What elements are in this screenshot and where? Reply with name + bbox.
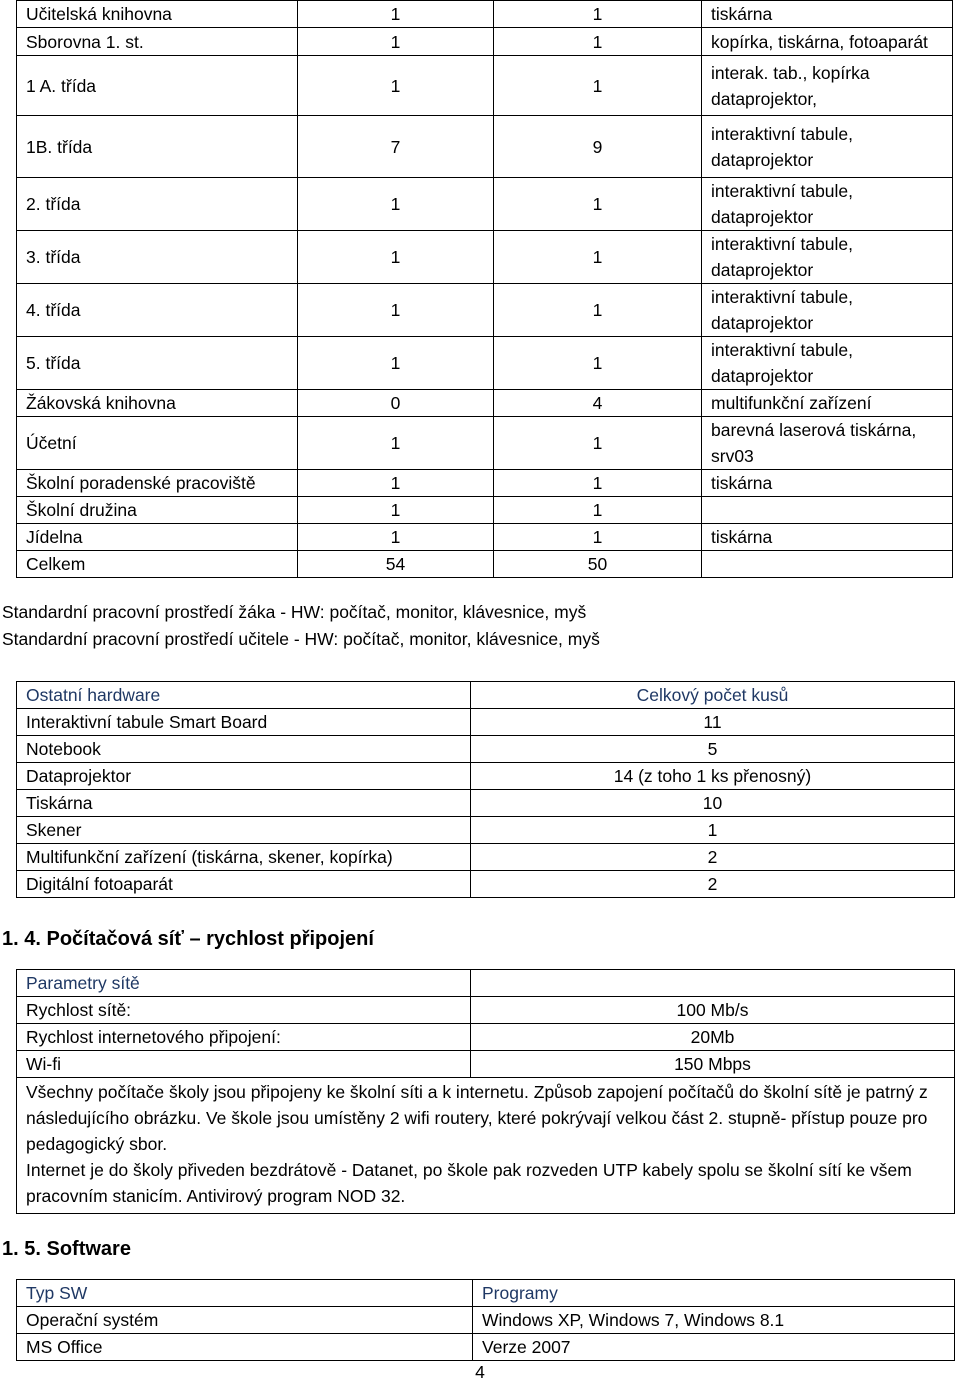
equipment-count-a: 1 (298, 1, 494, 28)
equipment-room: 4. třída (17, 284, 298, 337)
equipment-devices: kopírka, tiskárna, fotoaparát (702, 28, 953, 56)
equipment-count-a: 1 (298, 417, 494, 470)
equipment-devices: tiskárna (702, 1, 953, 28)
equipment-count-b: 9 (494, 116, 702, 178)
teacher-environment-text: Standardní pracovní prostředí učitele - HW: počítač, monitor, klávesnice, myš (2, 629, 600, 649)
equipment-devices: interak. tab., kopírka dataprojektor, (702, 56, 953, 116)
hardware-name: Interaktivní tabule Smart Board (17, 709, 471, 736)
equipment-count-b: 1 (494, 178, 702, 231)
network-row (17, 997, 955, 1024)
equipment-count-a: 1 (298, 337, 494, 390)
equipment-devices: tiskárna (702, 470, 953, 497)
equipment-devices: interaktivní tabule, dataprojektor (702, 116, 953, 178)
equipment-count-b: 1 (494, 497, 702, 524)
page-number: 4 (475, 1362, 485, 1382)
pupil-environment-text: Standardní pracovní prostředí žáka - HW: počítač, monitor, klávesnice, myš (2, 602, 587, 622)
equipment-count-b: 1 (494, 28, 702, 56)
equipment-room: 2. třída (17, 178, 298, 231)
equipment-count-b: 1 (494, 1, 702, 28)
equipment-count-a: 0 (298, 390, 494, 417)
equipment-count-a: 1 (298, 178, 494, 231)
software-row (17, 1307, 955, 1334)
equipment-room: Účetní (17, 417, 298, 470)
equipment-count-b: 1 (494, 337, 702, 390)
equipment-row (17, 390, 953, 417)
hardware-row (17, 763, 955, 790)
equipment-count-a: 1 (298, 470, 494, 497)
equipment-devices: interaktivní tabule, dataprojektor (702, 337, 953, 390)
hardware-row (17, 736, 955, 763)
software-header-row (17, 1280, 955, 1307)
hardware-row (17, 709, 955, 736)
equipment-row (17, 524, 953, 551)
equipment-count-a: 1 (298, 56, 494, 116)
equipment-count-b: 1 (494, 524, 702, 551)
software-table (16, 1279, 955, 1361)
equipment-count-b: 1 (494, 417, 702, 470)
software-row (17, 1334, 955, 1361)
equipment-row (17, 116, 953, 178)
equipment-room: 1B. třída (17, 116, 298, 178)
software-header-type: Typ SW (17, 1280, 473, 1307)
hardware-count: 14 (z toho 1 ks přenosný) (471, 763, 955, 790)
network-note-paragraph-1: Všechny počítače školy jsou připojeny ke školní síti a k internetu. Způsob zapojení počítačů do školní sítě je patrný z následujícího obrázku. Ve škole jsou umístěny 2 wifi routery, které pokrývají velkou část 2. stupně- přístup pouze pro pedagogický sbor. (26, 1082, 928, 1154)
equipment-count-b: 1 (494, 56, 702, 116)
equipment-devices: interaktivní tabule, dataprojektor (702, 231, 953, 284)
equipment-room: Sborovna 1. st. (17, 28, 298, 56)
hardware-count: 11 (471, 709, 955, 736)
equipment-count-a: 1 (298, 524, 494, 551)
equipment-room: Žákovská knihovna (17, 390, 298, 417)
network-header-empty (471, 970, 955, 997)
hardware-row (17, 817, 955, 844)
equipment-count-a: 54 (298, 551, 494, 578)
network-row (17, 1024, 955, 1051)
equipment-row (17, 337, 953, 390)
equipment-row (17, 284, 953, 337)
network-param-name: Rychlost internetového připojení: (17, 1024, 471, 1051)
equipment-row (17, 470, 953, 497)
equipment-row (17, 417, 953, 470)
hardware-count: 2 (471, 844, 955, 871)
equipment-devices (702, 551, 953, 578)
equipment-devices: tiskárna (702, 524, 953, 551)
equipment-count-b: 50 (494, 551, 702, 578)
network-note-row (17, 1078, 955, 1214)
equipment-devices (702, 497, 953, 524)
equipment-count-b: 4 (494, 390, 702, 417)
equipment-count-a: 7 (298, 116, 494, 178)
software-header-programs: Programy (473, 1280, 955, 1307)
equipment-row (17, 497, 953, 524)
equipment-count-a: 1 (298, 284, 494, 337)
equipment-room: Učitelská knihovna (17, 1, 298, 28)
network-header-row (17, 970, 955, 997)
equipment-count-b: 1 (494, 284, 702, 337)
equipment-table (16, 0, 953, 578)
hardware-count: 1 (471, 817, 955, 844)
hardware-header-name: Ostatní hardware (17, 682, 471, 709)
software-type: MS Office (17, 1334, 473, 1361)
software-programs: Windows XP, Windows 7, Windows 8.1 (473, 1307, 955, 1334)
equipment-row (17, 231, 953, 284)
equipment-devices: barevná laserová tiskárna, srv03 (702, 417, 953, 470)
software-type: Operační systém (17, 1307, 473, 1334)
hardware-row (17, 790, 955, 817)
equipment-row (17, 56, 953, 116)
hardware-name: Skener (17, 817, 471, 844)
network-param-name: Rychlost sítě: (17, 997, 471, 1024)
equipment-room: Školní poradenské pracoviště (17, 470, 298, 497)
equipment-count-b: 1 (494, 231, 702, 284)
hardware-count: 10 (471, 790, 955, 817)
software-programs: Verze 2007 (473, 1334, 955, 1361)
software-section-heading: 1. 5. Software (2, 1238, 131, 1260)
equipment-room: 3. třída (17, 231, 298, 284)
hardware-table (16, 681, 955, 898)
hardware-name: Dataprojektor (17, 763, 471, 790)
equipment-devices: multifunkční zařízení (702, 390, 953, 417)
hardware-name: Notebook (17, 736, 471, 763)
hardware-name: Tiskárna (17, 790, 471, 817)
equipment-row (17, 1, 953, 28)
network-param-name: Wi-fi (17, 1051, 471, 1078)
network-header: Parametry sítě (17, 970, 471, 997)
equipment-row (17, 28, 953, 56)
equipment-row (17, 178, 953, 231)
network-param-value: 100 Mb/s (471, 997, 955, 1024)
network-param-value: 20Mb (471, 1024, 955, 1051)
equipment-room: Jídelna (17, 524, 298, 551)
equipment-devices: interaktivní tabule, dataprojektor (702, 178, 953, 231)
hardware-header-row (17, 682, 955, 709)
equipment-room: 5. třída (17, 337, 298, 390)
network-row (17, 1051, 955, 1078)
equipment-row (17, 551, 953, 578)
equipment-count-a: 1 (298, 28, 494, 56)
equipment-count-a: 1 (298, 497, 494, 524)
equipment-count-b: 1 (494, 470, 702, 497)
hardware-name: Digitální fotoaparát (17, 871, 471, 898)
equipment-room: Školní družina (17, 497, 298, 524)
hardware-name: Multifunkční zařízení (tiskárna, skener, kopírka) (17, 844, 471, 871)
hardware-row (17, 871, 955, 898)
network-table (16, 969, 955, 1214)
equipment-room: 1 A. třída (17, 56, 298, 116)
equipment-devices: interaktivní tabule, dataprojektor (702, 284, 953, 337)
network-param-value: 150 Mbps (471, 1051, 955, 1078)
hardware-count: 5 (471, 736, 955, 763)
hardware-count: 2 (471, 871, 955, 898)
network-section-heading: 1. 4. Počítačová síť – rychlost připojení (2, 928, 374, 950)
hardware-header-count: Celkový počet kusů (471, 682, 955, 709)
network-note (17, 1078, 955, 1214)
equipment-room: Celkem (17, 551, 298, 578)
equipment-count-a: 1 (298, 231, 494, 284)
hardware-row (17, 844, 955, 871)
network-note-paragraph-2: Internet je do školy přiveden bezdrátově - Datanet, po škole pak rozveden UTP kabely spolu se školní sítí ke všem pracovním stanicím. Antivirový program NOD 32. (26, 1160, 912, 1206)
